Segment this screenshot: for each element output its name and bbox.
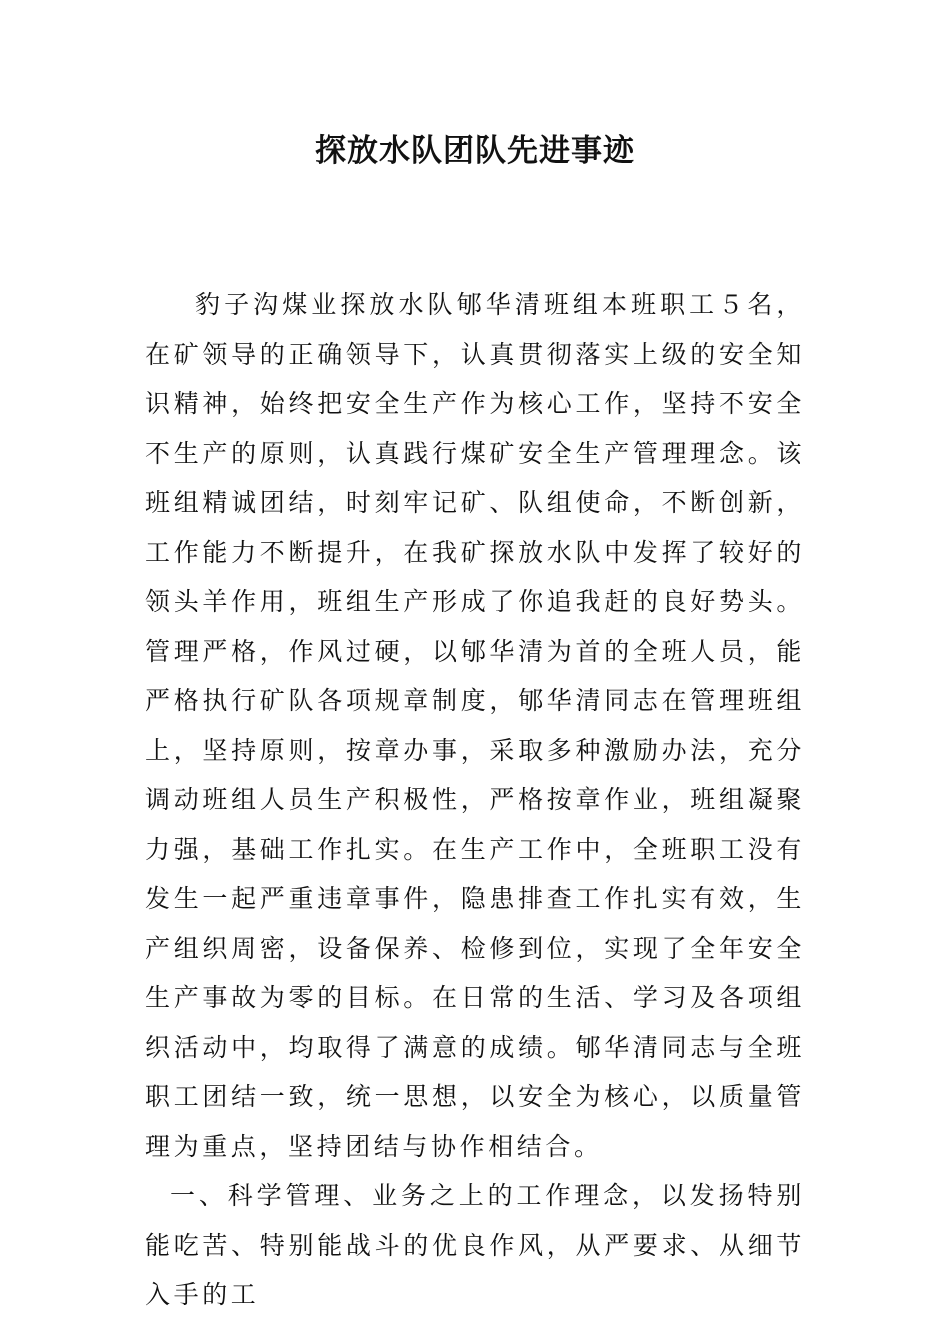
- document-title: 探放水队团队先进事迹: [315, 133, 635, 169]
- paragraph-1: 豹子沟煤业探放水队郇华清班组本班职工５名，在矿领导的正确领导下，认真贯彻落实上级的安全知识精神，始终把安全生产作为核心工作，坚持不安全不生产的原则，认真践行煤矿安全生产管理理念。该班组精诚团结，时刻牢记矿、队组使命，不断创新，工作能力不断提升，在我矿探放水队中发挥了较好的领头羊作用，班组生产形成了你追我赶的良好势头。管理严格，作风过硬，以郇华清为首的全班人员，能严格执行矿队各项规章制度，郇华清同志在管理班组上，坚持原则，按章办事，采取多种激励办法，充分调动班组人员生产积极性，严格按章作业，班组凝聚力强，基础工作扎实。在生产工作中，全班职工没有发生一起严重违章事件，隐患排查工作扎实有效，生产组织周密，设备保养、检修到位，实现了全年安全生产事故为零的目标。在日常的生活、学习及各项组织活动中，均取得了满意的成绩。郇华清同志与全班职工团结一致，统一思想，以安全为核心，以质量管理为重点，坚持团结与协作相结合。: [145, 290, 805, 1161]
- document-body: [145, 280, 805, 1320]
- paragraph-2: 一、科学管理、业务之上的工作理念，以发扬特别能吃苦、特别能战斗的优良作风，从严要求、从细节入手的工: [145, 1181, 805, 1309]
